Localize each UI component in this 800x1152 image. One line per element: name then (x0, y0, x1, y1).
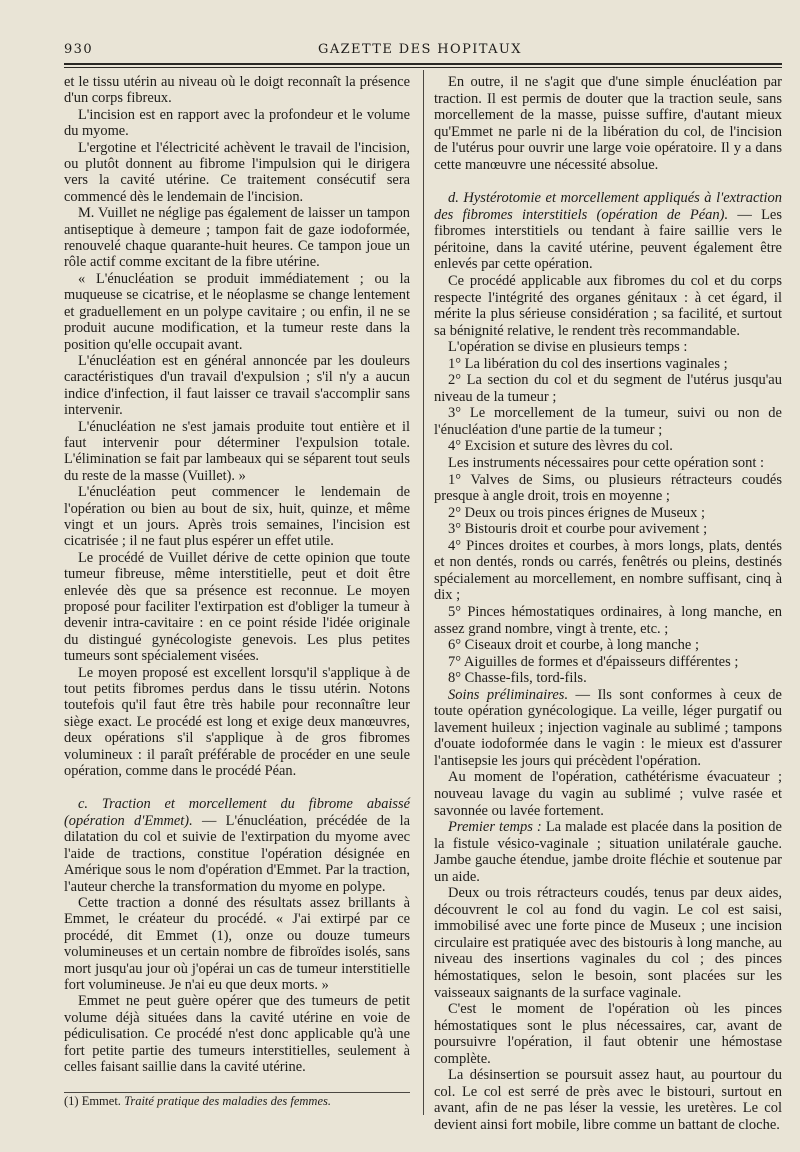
section-paragraph: d. Hystérotomie et morcellement appliqués à l'extraction des fibromes interstitiels (opération de Péan). — Les fibromes interstitiels ou tendant à faire saillie vers le péritoine, dans la cavité utérine, peuvent également être enlevés par cette opération. (434, 190, 783, 273)
paragraph: L'énucléation est en général annoncée par les douleurs caractéristiques d'un travail d'expulsion ; s'il n'y a aucun indice d'infection, il faut laisser ce travail s'accomplir sans intervenir. (64, 352, 410, 419)
paragraph: L'incision est en rapport avec la profondeur et le volume du myome. (64, 106, 410, 140)
section-paragraph: c. Traction et morcellement du fibrome abaissé (opération d'Emmet). — L'énucléation, précédée de la dilatation du col et suivie de l'extirpation du myome avec l'aide de tractions, constitue l'opération désignée en Amérique sous le nom d'opération d'Emmet. Par la traction, l'auteur cherche la transformation du myome en polype. (64, 796, 410, 895)
paragraph: Deux ou trois rétracteurs coudés, tenus par deux aides, découvrent le col au fond du vagin. Le col est saisi, immobilisé avec une forte pince de Museux ; une incision circulaire est pratiquée avec des bistouris à long manche, au niveau des insertions vaginales du col ; des pinces hémostatiques, selon le besoin, sont placées sur les vaisseaux saignants de la surface vaginale. (434, 885, 782, 1001)
paragraph: L'ergotine et l'électricité achèvent le travail de l'incision, ou plutôt donnent au fibrome l'impulsion qui le dirigera vers la cavité utérine. Ce traitement consécutif sera commencé dès le lendemain de l'incision. (64, 139, 410, 205)
paragraph: M. Vuillet ne néglige pas également de laisser un tampon antiseptique à demeure ; tampon fait de gaze iodoformée, renouvelé chaque quarante-huit heures. Ce tampon joue un rôle actif comme excitant de la fibre utérine. (64, 205, 410, 271)
paragraph: Ce procédé applicable aux fibromes du col et du corps respecte l'intégrité des organes génitaux : à cet égard, il mérite la plus sérieuse considération ; sa facilité, et surtout sa bénignité relative, le rendent très recommandable. (434, 273, 782, 339)
list-item: 3° Bistouris droit et courbe pour avivement ; (448, 521, 708, 538)
section-paragraph: Soins préliminaires. — Ils sont conformes à ceux de toute opération gynécologique. La veille, léger purgatif ou lavement huileux ; injection vaginale au sublimé ; tampons d'ouate iodoformée dans le vagin : le mieux est d'assurer l'antisepsie les jours qui précèdent l'opération. (434, 686, 782, 769)
left-column (64, 74, 410, 1075)
list-item: 5° Pinces hémostatiques ordinaires, à long manche, en assez grand nombre, vingt à trente, etc. ; (434, 603, 782, 637)
list-item: 2° Deux ou trois pinces érignes de Museux ; (448, 504, 706, 521)
paragraph: Emmet ne peut guère opérer que des tumeurs de petit volume déjà situées dans la cavité utérine en voie de pédiculisation. Ce procédé n'est donc applicable qu'à une fort petite partie des tumeurs interstitielles, seulement à celles faisant saillie dans la cavité utérine. (64, 993, 410, 1075)
footnote-work-title: Traité pratique des maladies des femmes. (124, 1094, 331, 1108)
header-rule (64, 63, 782, 65)
section-heading: d. Hystérotomie et morcellement appliqués à l'extraction des fibromes interstitiels (opération de Péan). (434, 190, 782, 223)
running-title: GAZETTE DES HOPITAUX (318, 42, 522, 57)
list-item: 2° La section du col et du segment de l'utérus jusqu'au niveau de la tumeur ; (434, 372, 782, 405)
right-column (434, 74, 782, 1133)
paragraph: En outre, il ne s'agit que d'une simple énucléation par traction. Il est permis de douter que la traction seule, sans morcellement de la masse, puisse suffire, d'autant mieux qu'Emmet ne parle ni de la libération du col, de l'incision de l'utérus pour ouvrir une large voie opératoire. Il y a dans cette manœuvre une nécessité absolue. (434, 74, 782, 173)
paragraph: Le moyen proposé est excellent lorsqu'il s'applique à de tout petits fibromes perdus dans le tissu utérin. Notons toutefois qu'il faut être très habile pour reconnaître leur siège exact. Le procédé est long et exige deux manœuvres, deux opérations s'il s'applique à de gros fibromes volumineux : il paraît préférable de procéder en une seule opération, comme dans le procédé Péan. (64, 664, 410, 780)
section-paragraph: Premier temps : La malade est placée dans la position de la fistule vésico-vaginale ; situation unilatérale gauche. Jambe gauche étendue, jambe droite fléchie et soutenue par un aide. (434, 819, 782, 885)
footnote: (1) Emmet. Traité pratique des maladies des femmes. (64, 1094, 331, 1108)
paragraph: et le tissu utérin au niveau où le doigt reconnaît la présence d'un corps fibreux. (64, 74, 410, 107)
paragraph: C'est le moment de l'opération où les pinces hémostatiques sont le plus nécessaires, car, avant de poursuivre l'opération, il faut obtenir une hémostase complète. (434, 1001, 782, 1067)
page-number: 930 (64, 42, 94, 57)
paragraph: La désinsertion se poursuit assez haut, au pourtour du col. Le col est serré de près avec le bistouri, surtout en avant, afin de ne pas léser la vessie, les uretères. Le col devient ainsi fort mobile, libre comme un battant de cloche. (434, 1067, 782, 1133)
header-rule-thin (64, 67, 782, 68)
paragraph: L'énucléation peut commencer le lendemain de l'opération ou bien au bout de six, huit, quinze, et même vingt et un jours. Après trois semaines, l'incision est cicatrisée ; il ne faut plus espérer un effet utile. (64, 484, 410, 550)
paragraph: Les instruments nécessaires pour cette opération sont : (448, 455, 765, 472)
inline-heading: Premier temps : (448, 819, 542, 836)
list-item: 6° Ciseaux droit et courbe, à long manche ; (448, 637, 700, 654)
paragraph: L'énucléation ne s'est jamais produite tout entière et il faut intervenir pour déterminer l'expulsion totale. L'élimination se fait par lambeaux qui se séparent tout seuls du reste de la masse (Vuillet). » (64, 418, 410, 484)
page-header (60, 42, 780, 62)
column-divider (423, 70, 424, 1115)
inline-heading: Soins préliminaires. (448, 686, 569, 703)
list-item: 1° Valves de Sims, ou plusieurs rétracteurs coudés presque à angle droit, trois en moyenne ; (434, 471, 782, 505)
list-item: 7° Aiguilles de formes et d'épaisseurs différentes ; (448, 653, 739, 670)
section-heading: c. Traction et morcellement du fibrome abaissé (opération d'Emmet). (64, 796, 410, 829)
paragraph: « L'énucléation se produit immédiatement ; ou la muqueuse se cicatrise, et le néoplasme se change lentement et graduellement en un polype cavitaire ; ou enfin, il ne se produit aucune modification, et la tumeur reste dans la position qu'elle occupait avant. (64, 270, 410, 353)
footnote-rule (64, 1092, 410, 1093)
paragraph: Au moment de l'opération, cathétérisme évacuateur ; nouveau lavage du vagin au sublimé ; vulve rasée et savonnée ou lavée fortement. (434, 769, 782, 819)
list-item: 3° Le morcellement de la tumeur, suivi ou non de l'énucléation d'une partie de la tumeur ; (434, 405, 782, 438)
paragraph: Le procédé de Vuillet dérive de cette opinion que toute tumeur fibreuse, même interstitielle, peut et doit être enlevée dès que sa présence est reconnue. Le moyen proposé pour faciliter l'extirpation est d'obliger la tumeur à devenir intra-cavitaire : en ce point réside l'idée originale du distingué gynécologiste genevois. Les plus petites tumeurs sont spécialement visées. (64, 549, 410, 665)
list-item: 8° Chasse-fils, tord-fils. (448, 670, 587, 687)
paragraph: Cette traction a donné des résultats assez brillants à Emmet, le créateur du procédé. « J'ai extirpé par ce procédé, dit Emmet (1), onze ou douze tumeurs volumineuses et un certain nombre de fibroïdes isolés, sans mort jusqu'au jour où j'opérai un cas de tumeur interstitielle fort volumineuse. Je n'ai eu que deux morts. » (64, 894, 410, 993)
list-item: 4° Pinces droites et courbes, à mors longs, plats, dentés et non dentés, ronds ou carrés, fenêtrés ou pleins, destinés spécialement au morcellement, en nombre suffisant, cinq à dix ; (434, 537, 782, 604)
paragraph: L'opération se divise en plusieurs temps : (448, 339, 688, 356)
list-item: 4° Excision et suture des lèvres du col. (448, 438, 673, 455)
list-item: 1° La libération du col des insertions vaginales ; (448, 355, 728, 372)
